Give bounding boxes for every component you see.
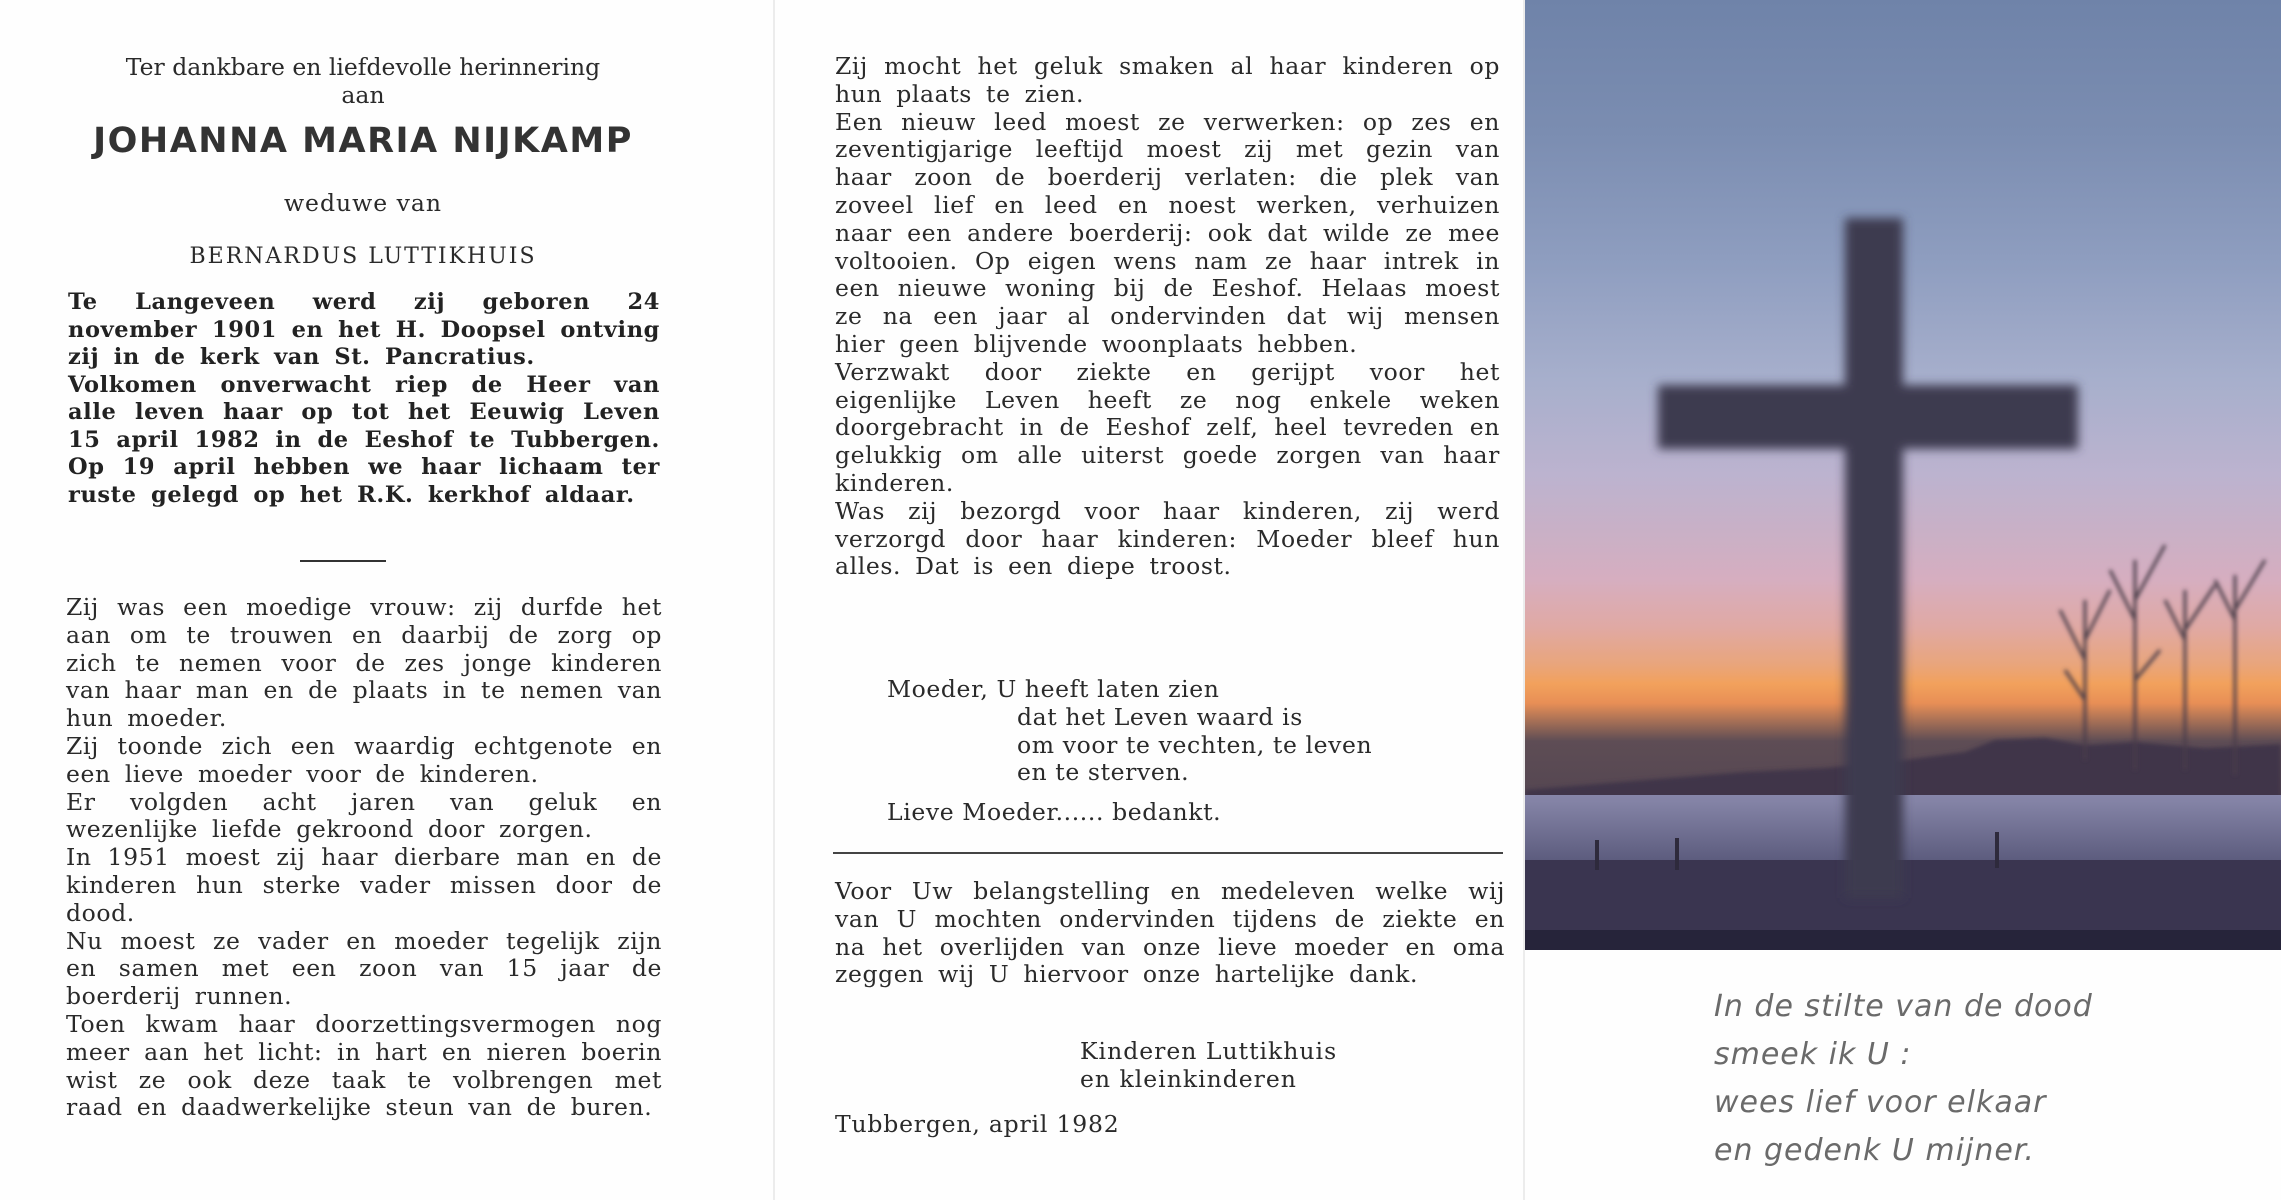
deceased-name: JOHANNA MARIA NIJKAMP — [93, 121, 633, 161]
poem-line: Lieve Moeder...... bedankt. — [887, 798, 1222, 827]
divider — [833, 852, 1503, 854]
verse-line: smeek ik U : — [1714, 1037, 1912, 1072]
poem-line: Moeder, U heeft laten zien — [887, 675, 1220, 703]
dedication-aan: aan — [341, 81, 385, 109]
signature-line: Kinderen Luttikhuis — [1080, 1037, 1338, 1065]
poem-line: om voor te vechten, te leven — [1017, 730, 1373, 759]
cross-sunset-photo — [1525, 0, 2281, 950]
story-paragraph: In 1951 moest zij haar dierbare man en de kinderen hun sterke vader missen door de dood. — [66, 843, 662, 927]
poem-line: en te sterven. — [1017, 758, 1190, 787]
story-paragraph: Nu moest ze vader en moeder tegelijk zijn en samen met een zoon van 15 jaar de boerderij runnen. — [66, 926, 662, 1011]
bio-paragraph: Volkomen onverwacht riep de Heer van alle leven haar op tot het Eeuwig Leven 15 april 1982 in de Eeshof te Tubbergen. Op 19 april hebben we haar lichaam ter ruste gelegd op het R.K. kerkhof aldaar. — [68, 371, 660, 508]
signature-line: en kleinkinderen — [1080, 1065, 1297, 1093]
bio-paragraph: Te Langeveen werd zij geboren 24 november 1901 en het H. Doopsel ontving zij in de kerk van St. Pancratius. — [68, 289, 660, 370]
poem — [835, 676, 1505, 827]
story-paragraph: Verzwakt door ziekte en gerijpt voor het eigenlijke Leven heeft ze nog enkele weken doorgebracht in de Eeshof zelf, heel tevreden en gelukkig om alle uiterst goede zorgen van haar kinderen. — [835, 357, 1500, 497]
middle-panel — [775, 0, 1525, 1200]
verse-line: en gedenk U mijner. — [1714, 1133, 2035, 1168]
thanks-paragraph: Voor Uw belangstelling en medeleven welke wij van U mochten ondervinden tijdens de ziekte en na het overlijden van onze lieve moeder en oma zeggen wij U hiervoor onze hartelijke dank. — [835, 877, 1505, 989]
dedication-line: Ter dankbare en liefdevolle herinnering — [125, 53, 601, 81]
story-paragraph: Er volgden acht jaren van geluk en wezenlijke liefde gekroond door zorgen. — [66, 787, 662, 844]
story-paragraph: Zij mocht het geluk smaken al haar kinderen op hun plaats te zien. — [835, 52, 1500, 108]
life-story-continued — [835, 53, 1500, 581]
dedication — [68, 53, 658, 271]
story-paragraph: Een nieuw leed moest ze verwerken: op zes en zeventigjarige leeftijd moest zij met gezin van haar zoon de boerderij verlaten: die plek van zoveel lief en leed en noest werken, verhuizen naar een andere boerderij: ook dat wilde ze mee voltooien. Op eigen wens nam ze haar intrek in een nieuwe woning bij de Eeshof. Helaas moest ze na een jaar al ondervinden dat wij mensen hier geen blijvende woonplaats hebben. — [835, 107, 1500, 358]
left-panel — [0, 0, 775, 1200]
story-paragraph: Was zij bezorgd voor haar kinderen, zij werd verzorgd door haar kinderen: Moeder bleef hun alles. Dat is een diepe troost. — [835, 496, 1500, 581]
widow-of-label: weduwe van — [283, 189, 443, 217]
poem-line: dat het Leven waard is — [1017, 702, 1303, 731]
verse-line: wees lief voor elkaar — [1714, 1085, 2047, 1120]
photo-illustration — [1525, 0, 2281, 950]
story-paragraph: Zij toonde zich een waardig echtgenote en een lieve moeder voor de kinderen. — [66, 731, 662, 788]
place-date: Tubbergen, april 1982 — [835, 1110, 1120, 1138]
story-paragraph: Toen kwam haar doorzettingsvermogen nog meer aan het licht: in hart en nieren boerin wist ze ook deze taak te volbrengen met raad en daadwerkelijke steun van de buren. — [66, 1009, 662, 1122]
biography-bold — [68, 289, 660, 509]
verse — [1714, 983, 2234, 1175]
thanks-text — [835, 878, 1505, 989]
verse-line: In de stilte van de dood — [1714, 989, 2093, 1024]
divider — [300, 560, 386, 562]
life-story — [66, 594, 662, 1122]
signature — [1080, 1037, 1480, 1093]
story-paragraph: Zij was een moedige vrouw: zij durfde het aan om te trouwen en daarbij de zorg op zich te nemen voor de zes jonge kinderen van haar man en de plaats in te nemen van hun moeder. — [66, 593, 662, 733]
husband-name: BERNARDUS LUTTIKHUIS — [189, 244, 537, 269]
